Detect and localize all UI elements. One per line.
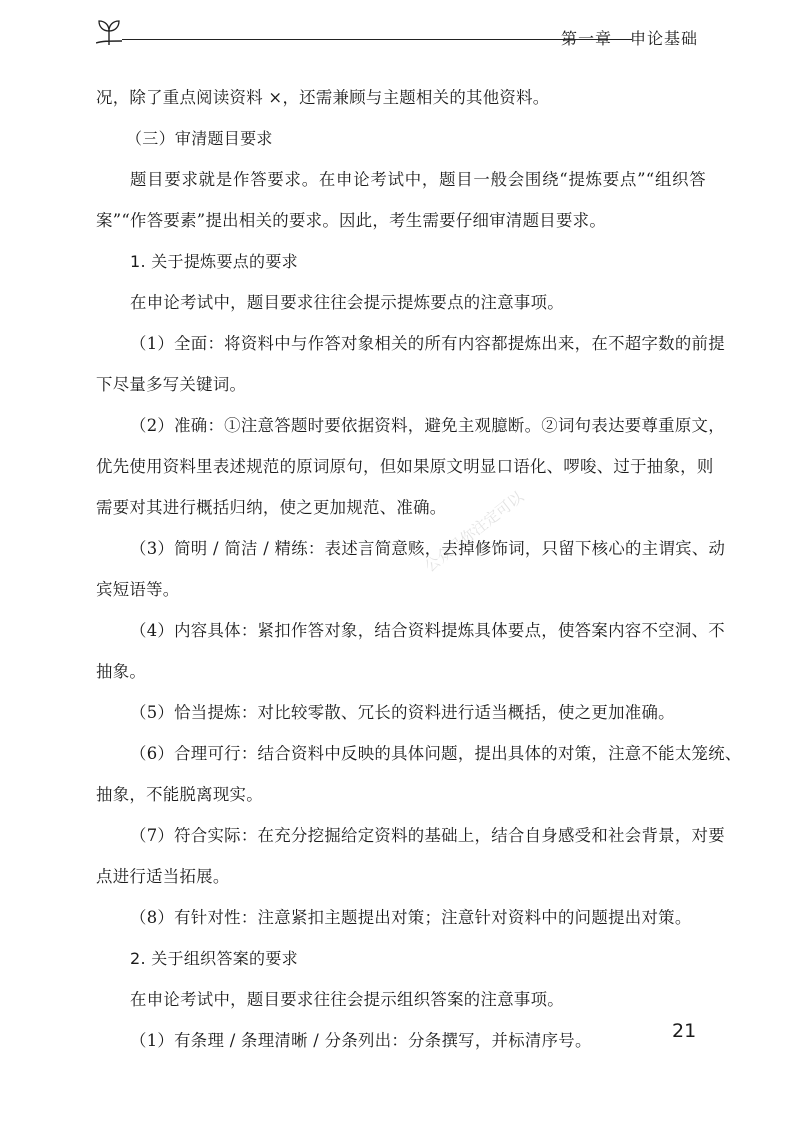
list-item-line: （6）合理可行：结合资料中反映的具体问题，提出具体的对策，注意不能太笼统、 [130, 744, 742, 763]
running-header [96, 14, 706, 48]
list-item-line: （5）恰当提炼：对比较零散、冗长的资料进行适当概括，使之更加准确。 [130, 703, 675, 722]
list-item-line: 点进行适当拓展。 [96, 867, 230, 886]
list-item-line: （8）有针对性：注意紧扣主题提出对策；注意针对资料中的问题提出对策。 [130, 908, 692, 927]
list-item-line: 需要对其进行概括归纳，使之更加规范、准确。 [96, 498, 447, 517]
list-item-line: 抽象，不能脱离现实。 [96, 785, 263, 804]
list-item-line: （1）全面：将资料中与作答对象相关的所有内容都提炼出来，在不超字数的前提 [130, 334, 725, 353]
paragraph-line: 在申论考试中，题目要求往往会提示提炼要点的注意事项。 [130, 293, 564, 312]
paragraph-line: 况，除了重点阅读资料 ×，还需兼顾与主题相关的其他资料。 [96, 88, 550, 107]
list-item-line: （4）内容具体：紧扣作答对象，结合资料提炼具体要点，使答案内容不空洞、不 [130, 621, 725, 640]
chapter-number: 第一章 [560, 29, 612, 48]
subsection-heading: 1. 关于提炼要点的要求 [130, 252, 298, 271]
page-body [96, 84, 742, 1054]
chapter-name: 申论基础 [629, 29, 698, 48]
list-item-line: （2）准确：①注意答题时要依据资料，避免主观臆断。②词句表达要尊重原文， [130, 416, 725, 435]
list-item-line: 宾短语等。 [96, 580, 180, 599]
section-heading: （三）审清题目要求 [126, 129, 273, 148]
subsection-heading: 2. 关于组织答案的要求 [130, 949, 298, 968]
paragraph-line: 题目要求就是作答要求。在申论考试中，题目一般会围绕“提炼要点”“组织答 [130, 170, 706, 189]
sprout-icon [96, 16, 122, 46]
watermark-text: 公众号你注定可以 [421, 487, 527, 576]
list-item-line: 下尽量多写关键词。 [96, 375, 247, 394]
list-item-line: （1）有条理 / 条理清晰 / 分条列出：分条撰写，并标清序号。 [130, 1031, 592, 1050]
list-item-line: 优先使用资料里表述规范的原词原句，但如果原文明显口语化、啰唆、过于抽象，则 [96, 457, 714, 476]
page-number: 21 [672, 1020, 697, 1042]
chapter-title [561, 26, 698, 49]
paragraph-line: 在申论考试中，题目要求往往会提示组织答案的注意事项。 [130, 990, 564, 1009]
list-item-line: 抽象。 [96, 662, 147, 681]
header-rule [122, 39, 632, 40]
list-item-line: （7）符合实际：在充分挖掘给定资料的基础上，结合自身感受和社会背景，对要 [130, 826, 725, 845]
list-item-line: （3）简明 / 简洁 / 精练：表述言简意赅，去掉修饰词，只留下核心的主谓宾、动 [130, 539, 726, 558]
paragraph-line: 案”“作答要素”提出相关的要求。因此，考生需要仔细审清题目要求。 [96, 211, 607, 230]
